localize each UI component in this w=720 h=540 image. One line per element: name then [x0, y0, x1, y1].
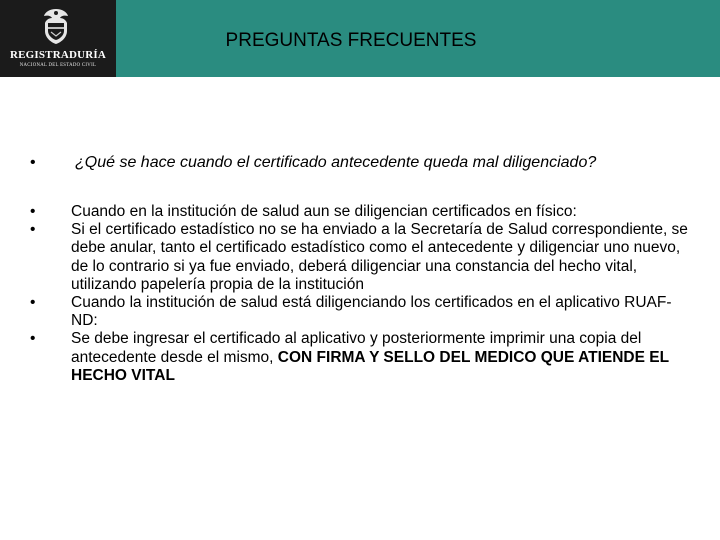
answer-text: Si el certificado estadístico no se ha enviado a la Secretaría de Salud correspondiente, se debe anular, tanto el certificado estadístico como el antecedente y diligenciar uno nuevo, de lo contrario si ya fue enviado, deberá diligenciar una constancia del hecho vital, utilizando papelería propia de la institución — [71, 221, 688, 293]
answer-emphasis: CON FIRMA Y SELLO DEL MEDICO QUE ATIENDE EL HECHO VITAL — [71, 348, 669, 384]
answer-item — [30, 294, 690, 330]
logo-title: REGISTRADURÍA — [9, 49, 107, 61]
question-text: ¿Qué se hace cuando el certificado antecedente queda mal diligenciado? — [75, 154, 597, 171]
answer-item — [30, 221, 690, 294]
bullet-icon: • — [30, 221, 36, 239]
answer-item — [30, 203, 690, 221]
answer-text: Se debe ingresar el certificado al aplicativo y posteriormente imprimir una copia del antecedente desde el mismo, — [71, 330, 642, 366]
bullet-icon: • — [30, 294, 36, 312]
answer-list — [30, 203, 690, 385]
answer-text: Cuando la institución de salud está diligenciando los certificados en el aplicativo RUAF-ND: — [71, 294, 672, 330]
national-crest-icon — [36, 6, 76, 46]
registraduria-logo — [0, 0, 116, 77]
bullet-icon: • — [30, 154, 36, 171]
logo-subtitle: NACIONAL DEL ESTADO CIVIL — [19, 63, 97, 68]
answer-text: Cuando en la institución de salud aun se diligencian certificados en físico: — [71, 203, 577, 220]
bullet-icon: • — [30, 203, 36, 220]
header-bar — [0, 0, 720, 77]
answer-text-with-emphasis — [71, 330, 690, 385]
answer-item — [30, 330, 690, 385]
page-title: PREGUNTAS FRECUENTES — [225, 30, 477, 51]
bullet-icon: • — [30, 330, 36, 348]
